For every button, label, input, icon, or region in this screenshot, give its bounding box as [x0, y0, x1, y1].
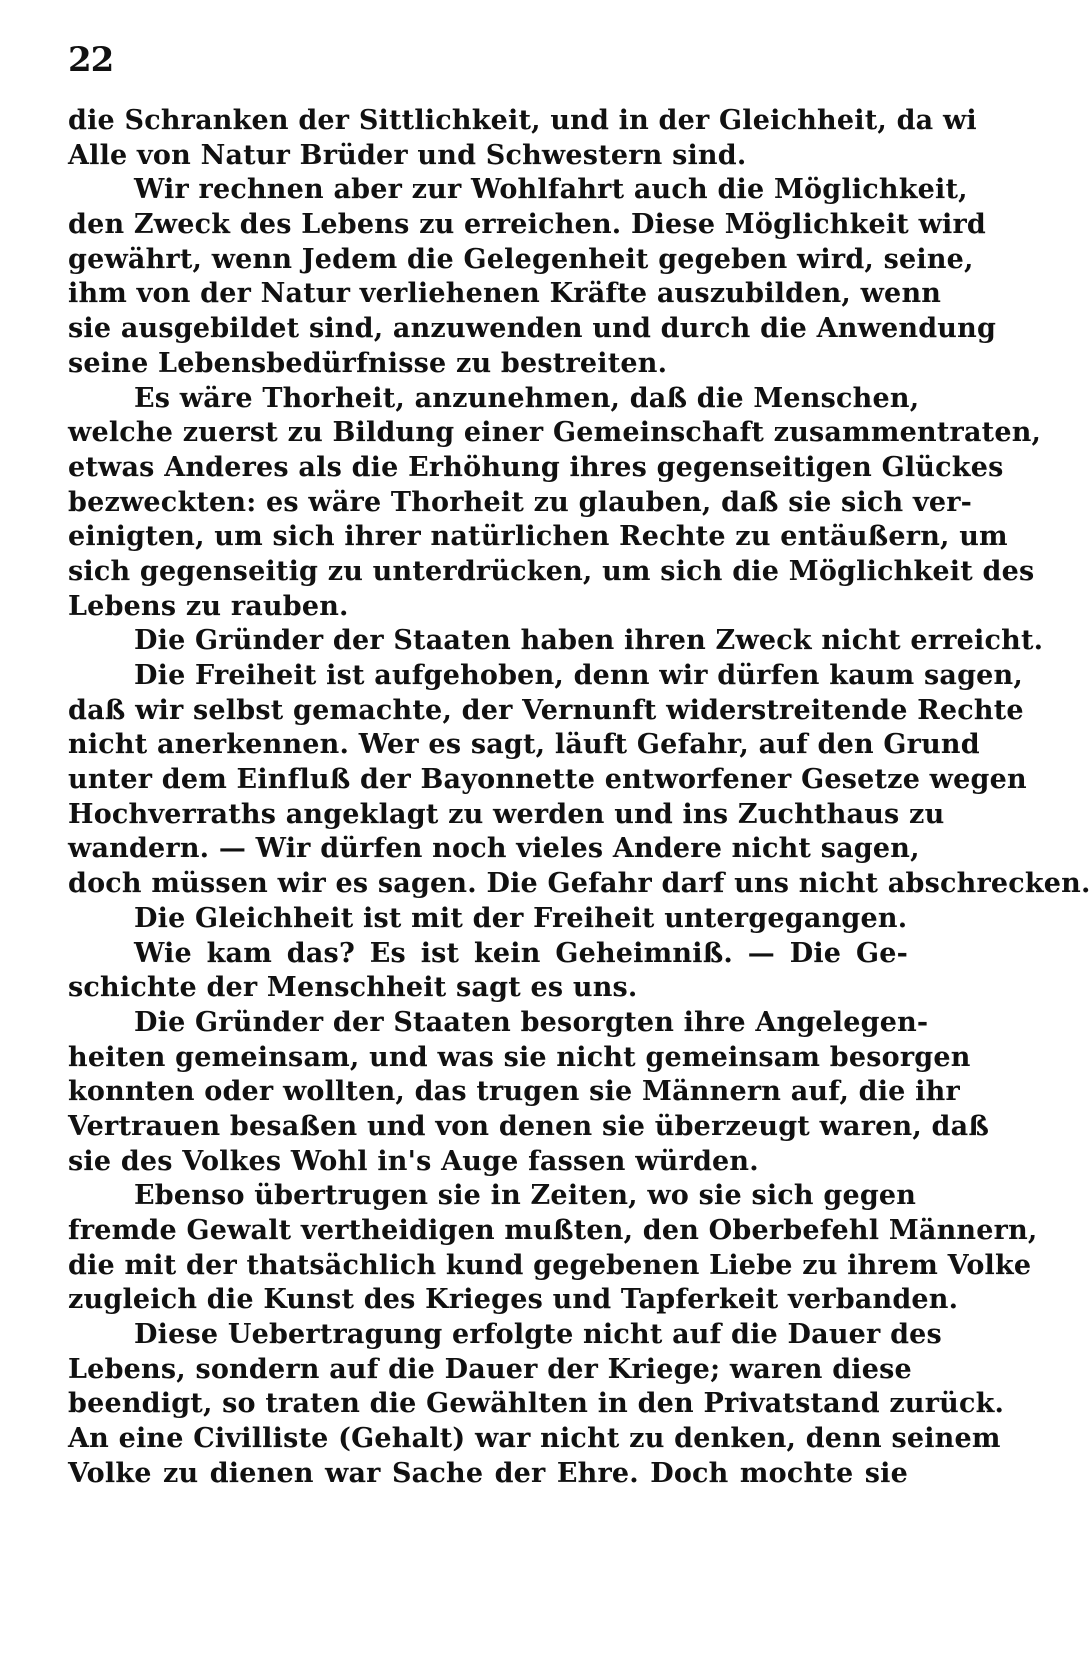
- text-line: An eine Civilliste (Gehalt) war nicht zu denken, denn seinem: [68, 1423, 1001, 1455]
- text-line: Hochverraths angeklagt zu werden und ins Zuchthaus zu: [68, 798, 945, 830]
- text-line: Vertrauen besaßen und von denen sie überzeugt waren, daß: [68, 1110, 990, 1142]
- text-line: den Zweck des Lebens zu erreichen. Diese Möglichkeit wird: [68, 209, 986, 241]
- text-line: Wir rechnen aber zur Wohlfahrt auch die Möglichkeit,: [134, 174, 968, 206]
- text-line: seine Lebensbedürfnisse zu bestreiten.: [68, 347, 668, 379]
- text-line: heiten gemeinsam, und was sie nicht gemeinsam besorgen: [68, 1041, 971, 1073]
- text-line: zugleich die Kunst des Krieges und Tapferkeit verbanden.: [68, 1284, 959, 1316]
- text-line: Die Gründer der Staaten besorgten ihre Angelegen-: [134, 1006, 929, 1038]
- text-line: sie des Volkes Wohl in's Auge fassen würden.: [68, 1145, 759, 1177]
- text-line: fremde Gewalt vertheidigen mußten, den Oberbefehl Männern,: [68, 1215, 1038, 1246]
- text-line: doch müssen wir es sagen. Die Gefahr darf uns nicht abschrecken.: [68, 868, 1091, 900]
- text-line: Die Freiheit ist aufgehoben, denn wir dürfen kaum sagen,: [134, 660, 1023, 691]
- text-line: Volke zu dienen war Sache der Ehre. Doch mochte sie: [68, 1457, 908, 1489]
- text-line: Lebens zu rauben.: [68, 590, 349, 622]
- text-line: gewährt, wenn Jedem die Gelegenheit gegeben wird, seine,: [68, 243, 974, 275]
- text-line: Die Gleichheit ist mit der Freiheit untergegangen.: [134, 902, 908, 934]
- text-line: einigten, um sich ihrer natürlichen Rechte zu entäußern, um: [68, 521, 1008, 553]
- text-line: die Schranken der Sittlichkeit, und in der Gleichheit, da wi: [68, 105, 977, 136]
- text-line: schichte der Menschheit sagt es uns.: [68, 972, 638, 1004]
- text-line: Lebens, sondern auf die Dauer der Kriege; waren diese: [68, 1353, 912, 1385]
- text-line: welche zuerst zu Bildung einer Gemeinschaft zusammentraten,: [68, 417, 1042, 449]
- page-number: 22: [68, 40, 114, 80]
- text-line: nicht anerkennen. Wer es sagt, läuft Gefahr, auf den Grund: [68, 729, 980, 761]
- text-line: Alle von Natur Brüder und Schwestern sind.: [68, 139, 747, 171]
- text-line: unter dem Einfluß der Bayonnette entworfener Gesetze wegen: [68, 764, 1027, 796]
- text-line: die mit der thatsächlich kund gegebenen Liebe zu ihrem Volke: [68, 1249, 1032, 1281]
- text-line: beendigt, so traten die Gewählten in den Privatstand zurück.: [68, 1388, 1005, 1420]
- text-line: Die Gründer der Staaten haben ihren Zweck nicht erreicht.: [134, 625, 1044, 657]
- text-line: sie ausgebildet sind, anzuwenden und durch die Anwendung: [68, 313, 997, 345]
- text-line: Diese Uebertragung erfolgte nicht auf die Dauer des: [134, 1319, 942, 1351]
- text-line: Es wäre Thorheit, anzunehmen, daß die Menschen,: [134, 382, 920, 414]
- text-line: wandern. — Wir dürfen noch vieles Andere nicht sagen,: [68, 833, 920, 865]
- text-line: Wie kam das? Es ist kein Geheimniß. — Die Ge-: [134, 937, 908, 969]
- text-line: etwas Anderes als die Erhöhung ihres gegenseitigen Glückes: [68, 451, 1004, 483]
- text-line: Ebenso übertrugen sie in Zeiten, wo sie sich gegen: [134, 1180, 917, 1212]
- text-line: bezweckten: es wäre Thorheit zu glauben, daß sie sich ver-: [68, 486, 973, 518]
- text-line: ihm von der Natur verliehenen Kräfte auszubilden, wenn: [68, 278, 942, 310]
- text-line: sich gegenseitig zu unterdrücken, um sich die Möglichkeit des: [68, 555, 1035, 587]
- text-line: daß wir selbst gemachte, der Vernunft widerstreitende Rechte: [68, 694, 1024, 726]
- text-line: konnten oder wollten, das trugen sie Männern auf, die ihr: [68, 1076, 960, 1108]
- body-text: [68, 104, 1091, 1492]
